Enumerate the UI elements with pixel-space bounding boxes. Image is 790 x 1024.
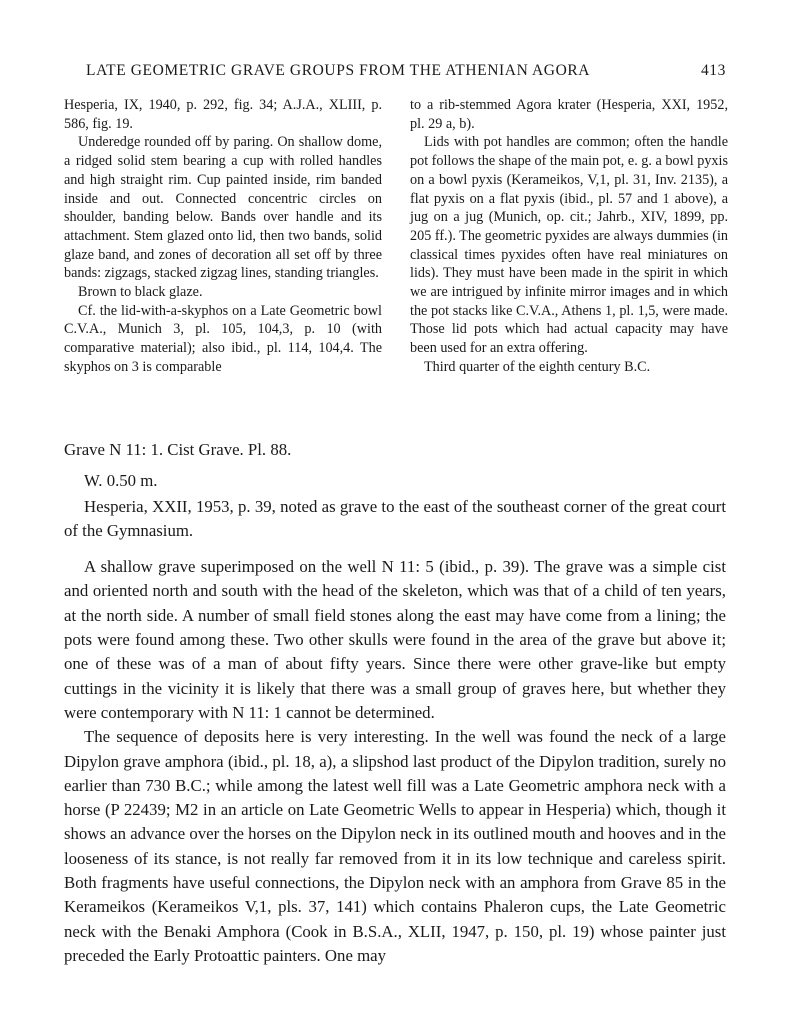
left-glaze: Brown to black glaze. [78, 284, 203, 301]
left-comparison: Cf. the lid-with-a-skyphos on a Late Geometric bowl C.V.A., Munich 3, pl. 105, 104,3, p. 10 (with comparative material); also ibid., pl. 114, 104,4. The skyphos on 3 is comparable [64, 302, 382, 375]
grave-heading: Grave N 11: 1. Cist Grave. Pl. 88. [64, 440, 292, 459]
spacer [64, 543, 726, 555]
right-continuation: to a rib-stemmed Agora krater (Hesperia, XXI, 1952, pl. 29 a, b). [410, 97, 728, 132]
right-date: Third quarter of the eighth century B.C. [424, 358, 651, 375]
left-citation: Hesperia, IX, 1940, p. 292, fig. 34; A.J.A., XLIII, p. 586, fig. 19. [64, 97, 382, 132]
main-text [64, 438, 726, 968]
left-column [64, 96, 382, 377]
grave-description-paragraph: A shallow grave superimposed on the well N 11: 5 (ibid., p. 39). The grave was a simple cist and oriented north and south with the head of the skeleton, which was that of a child of ten years, at the north side. A number of small field stones along the east may have come from a lining; the pots were found among these. Two other skulls were found in the area of the grave but above it; one of these was of a man of about fifty years. Since there were other grave-like but empty cuttings in the vicinity it is likely that there was a small group of graves here, but whether they were contemporary with N 11: 1 cannot be determined. [64, 557, 726, 722]
left-description: Underedge rounded off by paring. On shallow dome, a ridged solid stem bearing a cup with rolled handles and high straight rim. Cup painted inside, rim banded inside and out. Connected concentric circles on shoulder, banding below. Bands over handle and its attachment. Stem glazed onto lid, then two bands, solid glaze band, and zones of decoration all set off by three bands: zigzags, stacked zigzag lines, standing triangles. [64, 134, 382, 282]
page-number: 413 [700, 62, 726, 79]
grave-reference: Hesperia, XXII, 1953, p. 39, noted as grave to the east of the southeast corner of the great court of the Gymnasium. [64, 496, 726, 540]
deposit-sequence-paragraph: The sequence of deposits here is very interesting. In the well was found the neck of a large Dipylon grave amphora (ibid., pl. 18, a), a slipshod last product of the Dipylon tradition, surely no earlier than 730 B.C.; while among the latest well fill was a Late Geometric amphora neck with a horse (P 22439; M2 in an article on Late Geometric Wells to appear in Hesperia) which, though it shows an advance over the horses on the Dipylon neck in its outlined mouth and hooves and in the looseness of its stance, is not really far removed from it in its low technique and careless spirit. Both fragments have useful connections, the Dipylon neck with an amphora from Grave 85 in the Kerameikos (Kerameikos V,1, pls. 37, 141) which contains Phaleron cups, the Late Geometric neck with the Benaki Amphora (Cook in B.S.A., XLII, 1947, p. 150, pl. 19) whose painter just preceded the Early Protoattic painters. One may [64, 727, 726, 965]
running-title: LATE GEOMETRIC GRAVE GROUPS FROM THE ATHENIAN AGORA [86, 62, 591, 79]
grave-width: W. 0.50 m. [84, 471, 158, 491]
right-lids-paragraph: Lids with pot handles are common; often the handle pot follows the shape of the main pot, e. g. a bowl pyxis on a bowl pyxis (Kerameikos, V,1, pl. 31, Inv. 2135), a flat pyxis on a flat pyxis (ibid., pl. 57 and 1 above), a jug on a jug (Munich, op. cit.; Jahrb., XIV, 1899, pp. 205 ff.). The geometric pyxides are always dummies (in classical times pyxides often have real miniatures on lids). They must have been made in the spirit in which we are intrigued by infinite mirror images and in which the pot stacks like C.V.A., Athens 1, pl. 1,5, were made. Those lid pots which had actual capacity may have been used for an extra offering. [410, 134, 728, 357]
right-column [410, 96, 728, 377]
